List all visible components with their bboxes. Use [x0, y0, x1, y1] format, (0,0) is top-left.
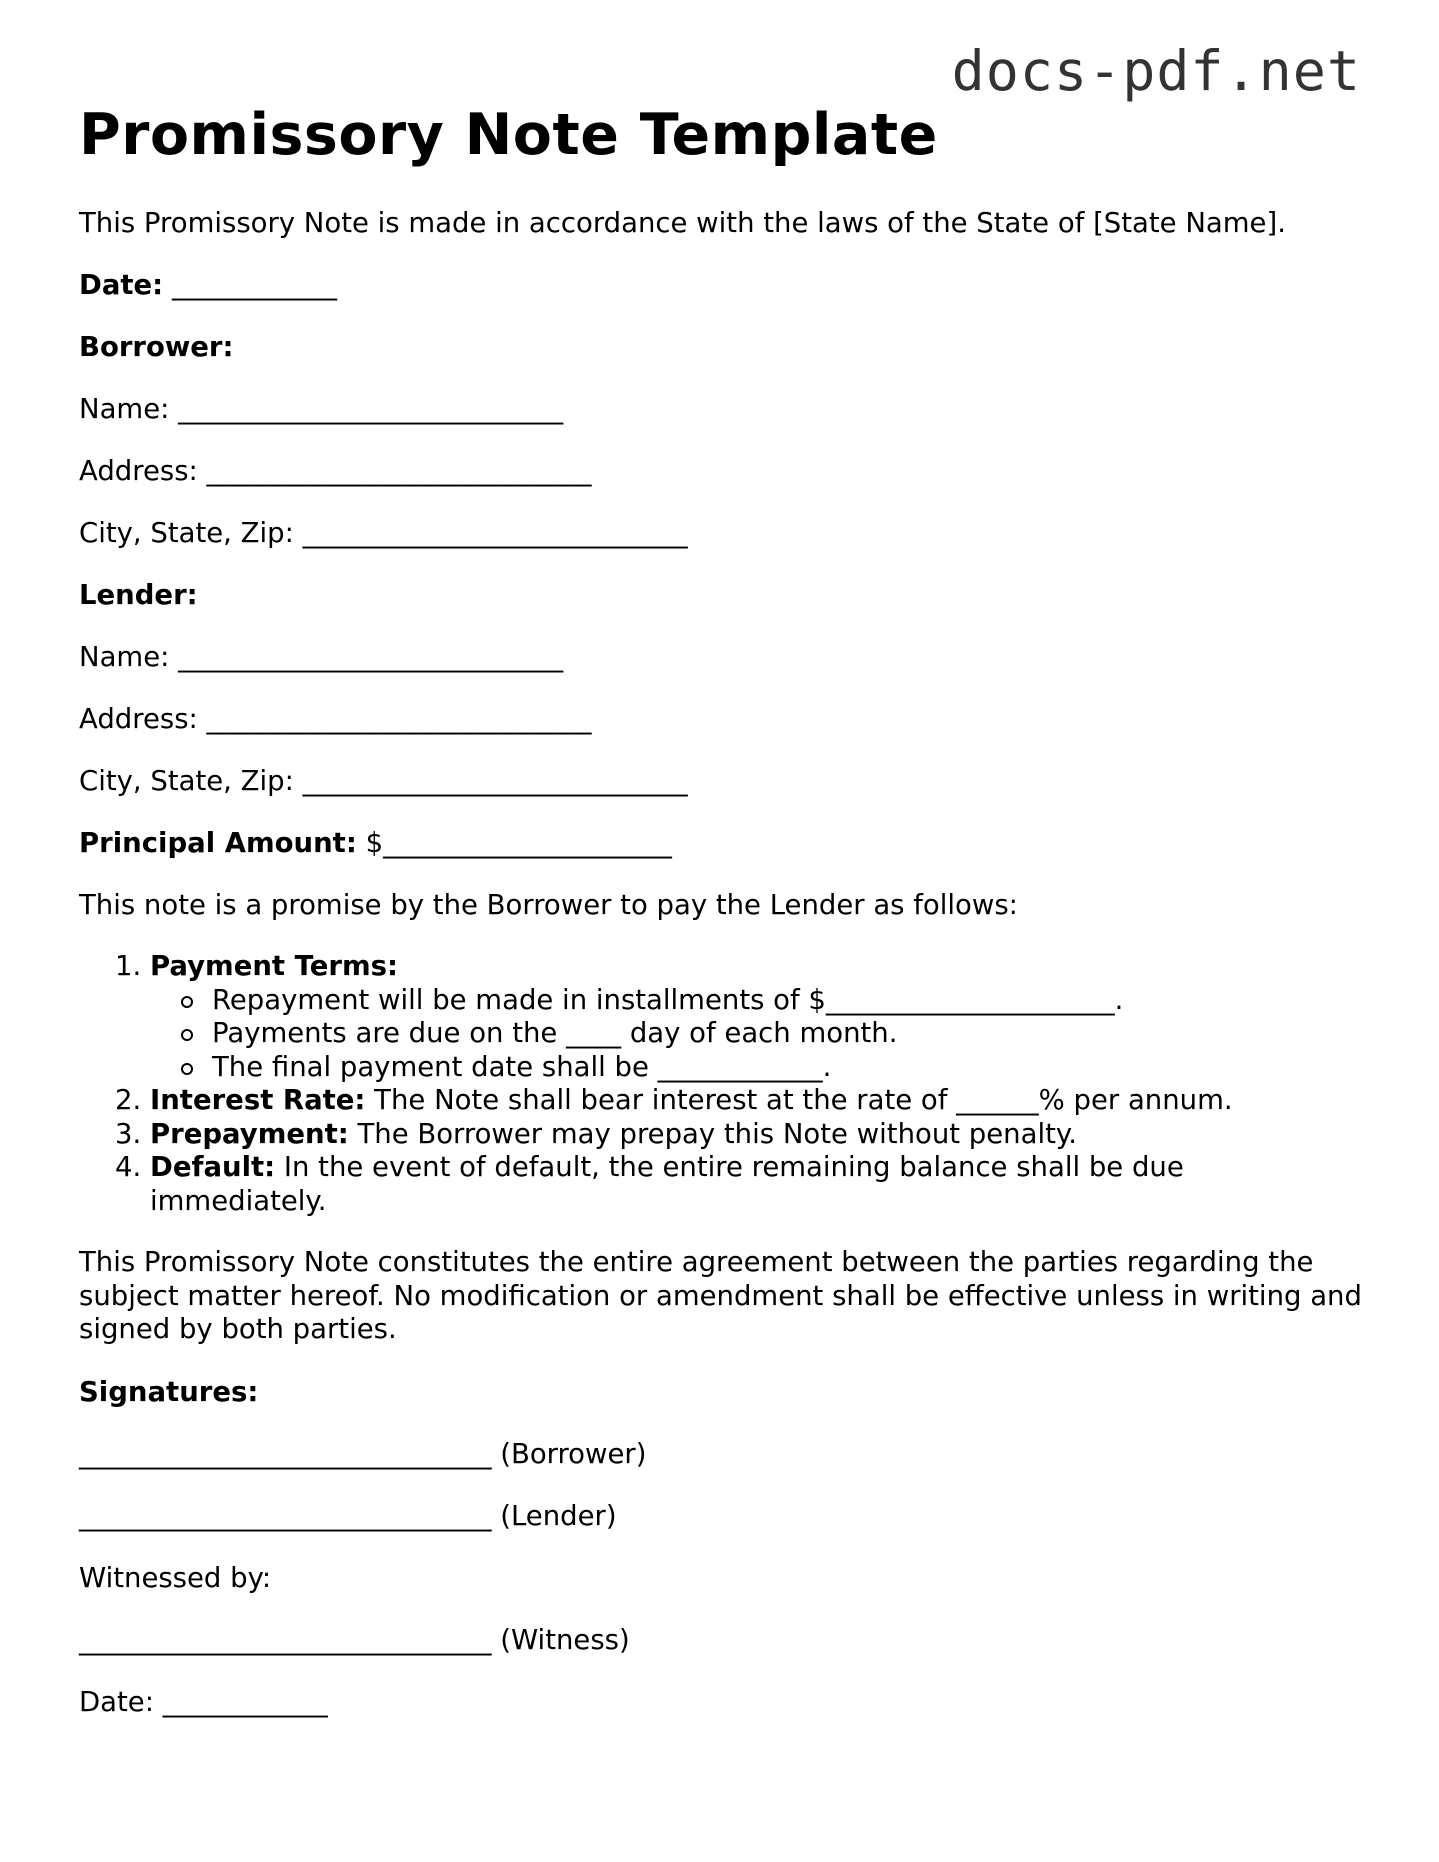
agreement-paragraph: This Promissory Note constitutes the entire agreement between the parties regarding the subject matter hereof. No modification or amendment shall be effective unless in writing and signed by both parties. — [79, 1246, 1362, 1345]
borrower-signature-line: ______________________________ (Borrower) — [79, 1437, 647, 1470]
payment-terms-label: Payment Terms: — [150, 950, 398, 982]
payment-term-final-date: The final payment date shall be ____________. — [212, 1051, 1369, 1085]
terms-item-default — [150, 1151, 1369, 1218]
borrower-heading-text: Borrower: — [79, 331, 234, 363]
terms-item-prepayment — [150, 1118, 1369, 1152]
principal-blank: $_____________________ — [365, 827, 672, 859]
lender-signature-line: ______________________________ (Lender) — [79, 1499, 617, 1532]
principal-label: Principal Amount: — [79, 827, 357, 859]
intro-paragraph: This Promissory Note is made in accordance with the laws of the State of [State Name]. — [79, 207, 1286, 239]
principal-field — [79, 826, 1369, 860]
promise-paragraph: This note is a promise by the Borrower to pay the Lender as follows: — [79, 889, 1018, 921]
date-label: Date: — [79, 269, 164, 301]
date-blank: ____________ — [171, 269, 337, 301]
signatures-heading-text: Signatures: — [79, 1375, 259, 1408]
prepayment-label: Prepayment: — [150, 1117, 349, 1150]
terms-list — [79, 950, 1369, 1218]
watermark: docs-pdf.net — [951, 39, 1361, 103]
prepayment-text: The Borrower may prepay this Note without penalty. — [348, 1117, 1077, 1150]
lender-heading — [79, 578, 1369, 612]
witnessed-by-label: Witnessed by: — [79, 1561, 272, 1594]
borrower-address-field: Address: ____________________________ — [79, 455, 592, 487]
signature-date-line: Date: ____________ — [79, 1685, 328, 1718]
payment-terms-sublist — [150, 984, 1369, 1085]
lender-city-field: City, State, Zip: ____________________________ — [79, 765, 688, 797]
witness-signature-line: ______________________________ (Witness) — [79, 1623, 630, 1656]
lender-name-field: Name: ____________________________ — [79, 641, 564, 673]
document-title: Promissory Note Template — [79, 102, 938, 168]
lender-address-field: Address: ____________________________ — [79, 703, 592, 735]
payment-term-due-day: Payments are due on the ____ day of each month. — [212, 1017, 1369, 1051]
interest-text: The Note shall bear interest at the rate of ______% per annum. — [365, 1084, 1233, 1116]
lender-heading-text: Lender: — [79, 579, 198, 611]
signatures-heading — [79, 1375, 1369, 1409]
default-label: Default: — [150, 1151, 276, 1183]
date-field — [79, 268, 1369, 302]
interest-label: Interest Rate: — [150, 1084, 366, 1116]
terms-item-payment — [150, 950, 1369, 1084]
terms-item-interest — [150, 1084, 1369, 1118]
payment-term-installments: Repayment will be made in installments of $_____________________. — [212, 984, 1369, 1018]
default-text: In the event of default, the entire remaining balance shall be due immediately. — [150, 1151, 1184, 1217]
borrower-heading — [79, 330, 1369, 364]
document-page — [79, 100, 1369, 1719]
borrower-name-field: Name: ____________________________ — [79, 393, 564, 425]
borrower-city-field: City, State, Zip: ____________________________ — [79, 517, 688, 549]
